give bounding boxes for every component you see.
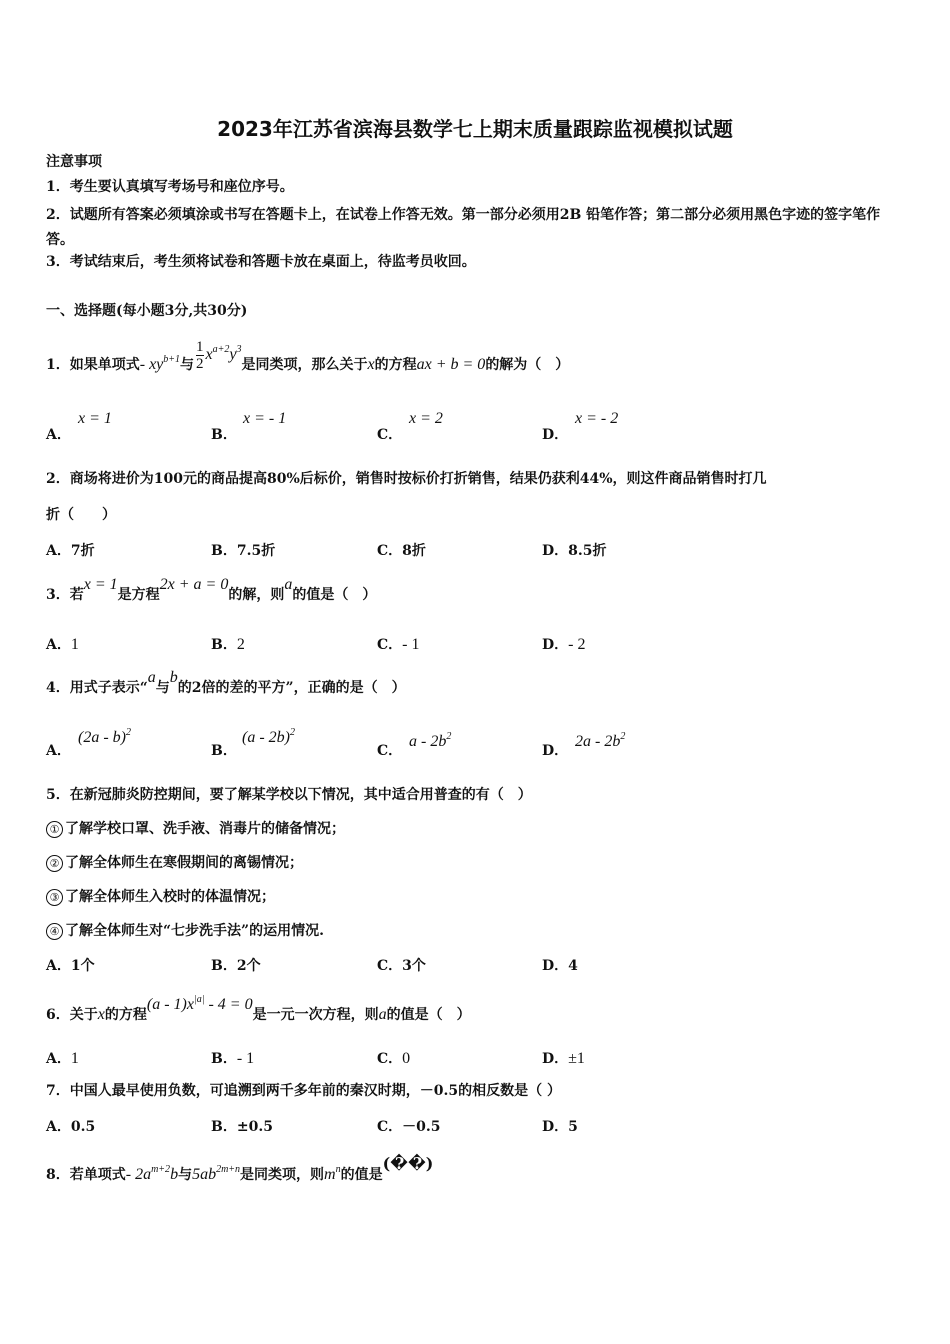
q1-option-a[interactable]: A． [46,427,71,443]
q1-option-d-value: x = - 2 [575,410,619,427]
q5-item-2: ② 了解全体师生在寒假期间的离锡情况； [46,854,303,872]
q3-option-b[interactable]: B．2 [211,636,245,653]
fraction: $\frac{1}{2}$ [196,338,204,372]
q4-option-b[interactable]: B． [211,743,237,759]
q1-option-c-value: x = 2 [409,410,443,427]
q6-option-b[interactable]: B．- 1 [211,1050,255,1067]
question-2-line-1: 2．商场将进价为100元的商品提高80%后标价，销售时按标价打折销售，结果仍获利44%，则这件商品销售时打几 [46,471,767,487]
question-2-line-2: 折（ ） [46,507,116,523]
question-5: 5．在新冠肺炎防控期间，要了解某学校以下情况，其中适合用普查的有（ ） [46,787,532,803]
q1-option-a-value: x = 1 [78,410,112,427]
q7-option-b[interactable]: B．±0.5 [211,1119,273,1135]
q5-item-4: ④ 了解全体师生对“七步洗手法”的运用情况. [46,922,324,940]
q3-option-a[interactable]: A．1 [46,636,79,653]
notice-heading: 注意事项 [46,154,102,170]
page-title: 2023年江苏省滨海县数学七上期末质量跟踪监视模拟试题 [217,117,733,141]
q3-option-c[interactable]: C．- 1 [377,636,420,653]
q1-option-b-value: x = - 1 [243,410,287,427]
question-3: 3．若x = 1是方程2x + a = 0的解，则a的值是（ ） [46,576,377,603]
q4-option-a-value: (2a - b)$^2$ [78,727,131,746]
q5-item-3: ③ 了解全体师生入校时的体温情况； [46,888,275,906]
notice-item-3: 3．考试结束后，考生须将试卷和答题卡放在桌面上，待监考员收回。 [46,254,476,270]
q5-option-c[interactable]: C．3个 [377,958,426,974]
q2-option-c[interactable]: C．8折 [377,543,426,559]
question-8: 8．若单项式- $2a^{m+2}b$与$5ab^{2m+n}$是同类项，则$m^n$的值是(��) [46,1154,434,1183]
math-expr: $x^{a+2}y^3$ [205,344,242,363]
q6-option-a[interactable]: A．1 [46,1050,79,1067]
q5-option-a[interactable]: A．1个 [46,958,95,974]
section-heading: 一、选择题(每小题3分,共30分) [46,303,248,319]
q7-option-c[interactable]: C．－0.5 [377,1119,441,1135]
q2-option-b[interactable]: B．7.5折 [211,543,276,559]
q6-option-c[interactable]: C．0 [377,1050,411,1067]
q2-option-a[interactable]: A．7折 [46,543,95,559]
q4-option-c-value: a - $2b^2$ [409,731,452,750]
q5-option-b[interactable]: B．2个 [211,958,261,974]
question-4: 4．用式子表示“a与b的2倍的差的平方”，正确的是（ ） [46,669,406,696]
q5-option-d[interactable]: D．4 [542,958,578,974]
q1-option-b[interactable]: B． [211,427,237,443]
q5-item-1: ① 了解学校口罩、洗手液、消毒片的储备情况； [46,820,345,838]
q4-option-d[interactable]: D． [542,743,569,759]
q4-option-c[interactable]: C． [377,743,403,759]
q4-option-b-value: (a - 2b)$^2$ [242,727,295,746]
q6-option-d[interactable]: D．±1 [542,1050,585,1067]
notice-item-1: 1．考生要认真填写考场号和座位序号。 [46,179,294,195]
math-expr: $(a - 1)x^{|a|} - 4 = 0$ [146,994,253,1013]
question-1: 1．如果单项式- $xy^{b+1}$与 $\frac{1}{2}$ $x^{a+2}y^3$是同类项，那么关于x的方程ax + b = 0的解为（ ） [46,338,570,373]
q7-option-a[interactable]: A．0.5 [46,1119,96,1135]
math-expr: $m^n$ [324,1164,341,1183]
q4-option-a[interactable]: A． [46,743,71,759]
question-6: 6．关于x的方程$(a - 1)x^{|a|} - 4 = 0$是一元一次方程，则a的值是（ ） [46,994,471,1023]
math-expr: $5ab^{2m+n}$ [192,1164,241,1183]
math-expr: - $xy^{b+1}$ [139,354,181,373]
q7-option-d[interactable]: D．5 [542,1119,578,1135]
q1-option-c[interactable]: C． [377,427,403,443]
q3-option-d[interactable]: D．- 2 [542,636,586,653]
q1-option-d[interactable]: D． [542,427,569,443]
question-7: 7．中国人最早使用负数，可追溯到两千多年前的秦汉时期，－0.5的相反数是（ ） [46,1083,561,1099]
math-expr: - $2a^{m+2}b$ [125,1164,179,1183]
q2-option-d[interactable]: D．8.5折 [542,543,607,559]
q4-option-d-value: $2a - 2b^2$ [575,731,626,750]
notice-item-2: 2．试题所有答案必须填涂或书写在答题卡上，在试卷上作答无效。第一部分必须用2B 铅笔作答；第二部分必须用黑色字迹的签字笔作答。 [46,207,881,248]
